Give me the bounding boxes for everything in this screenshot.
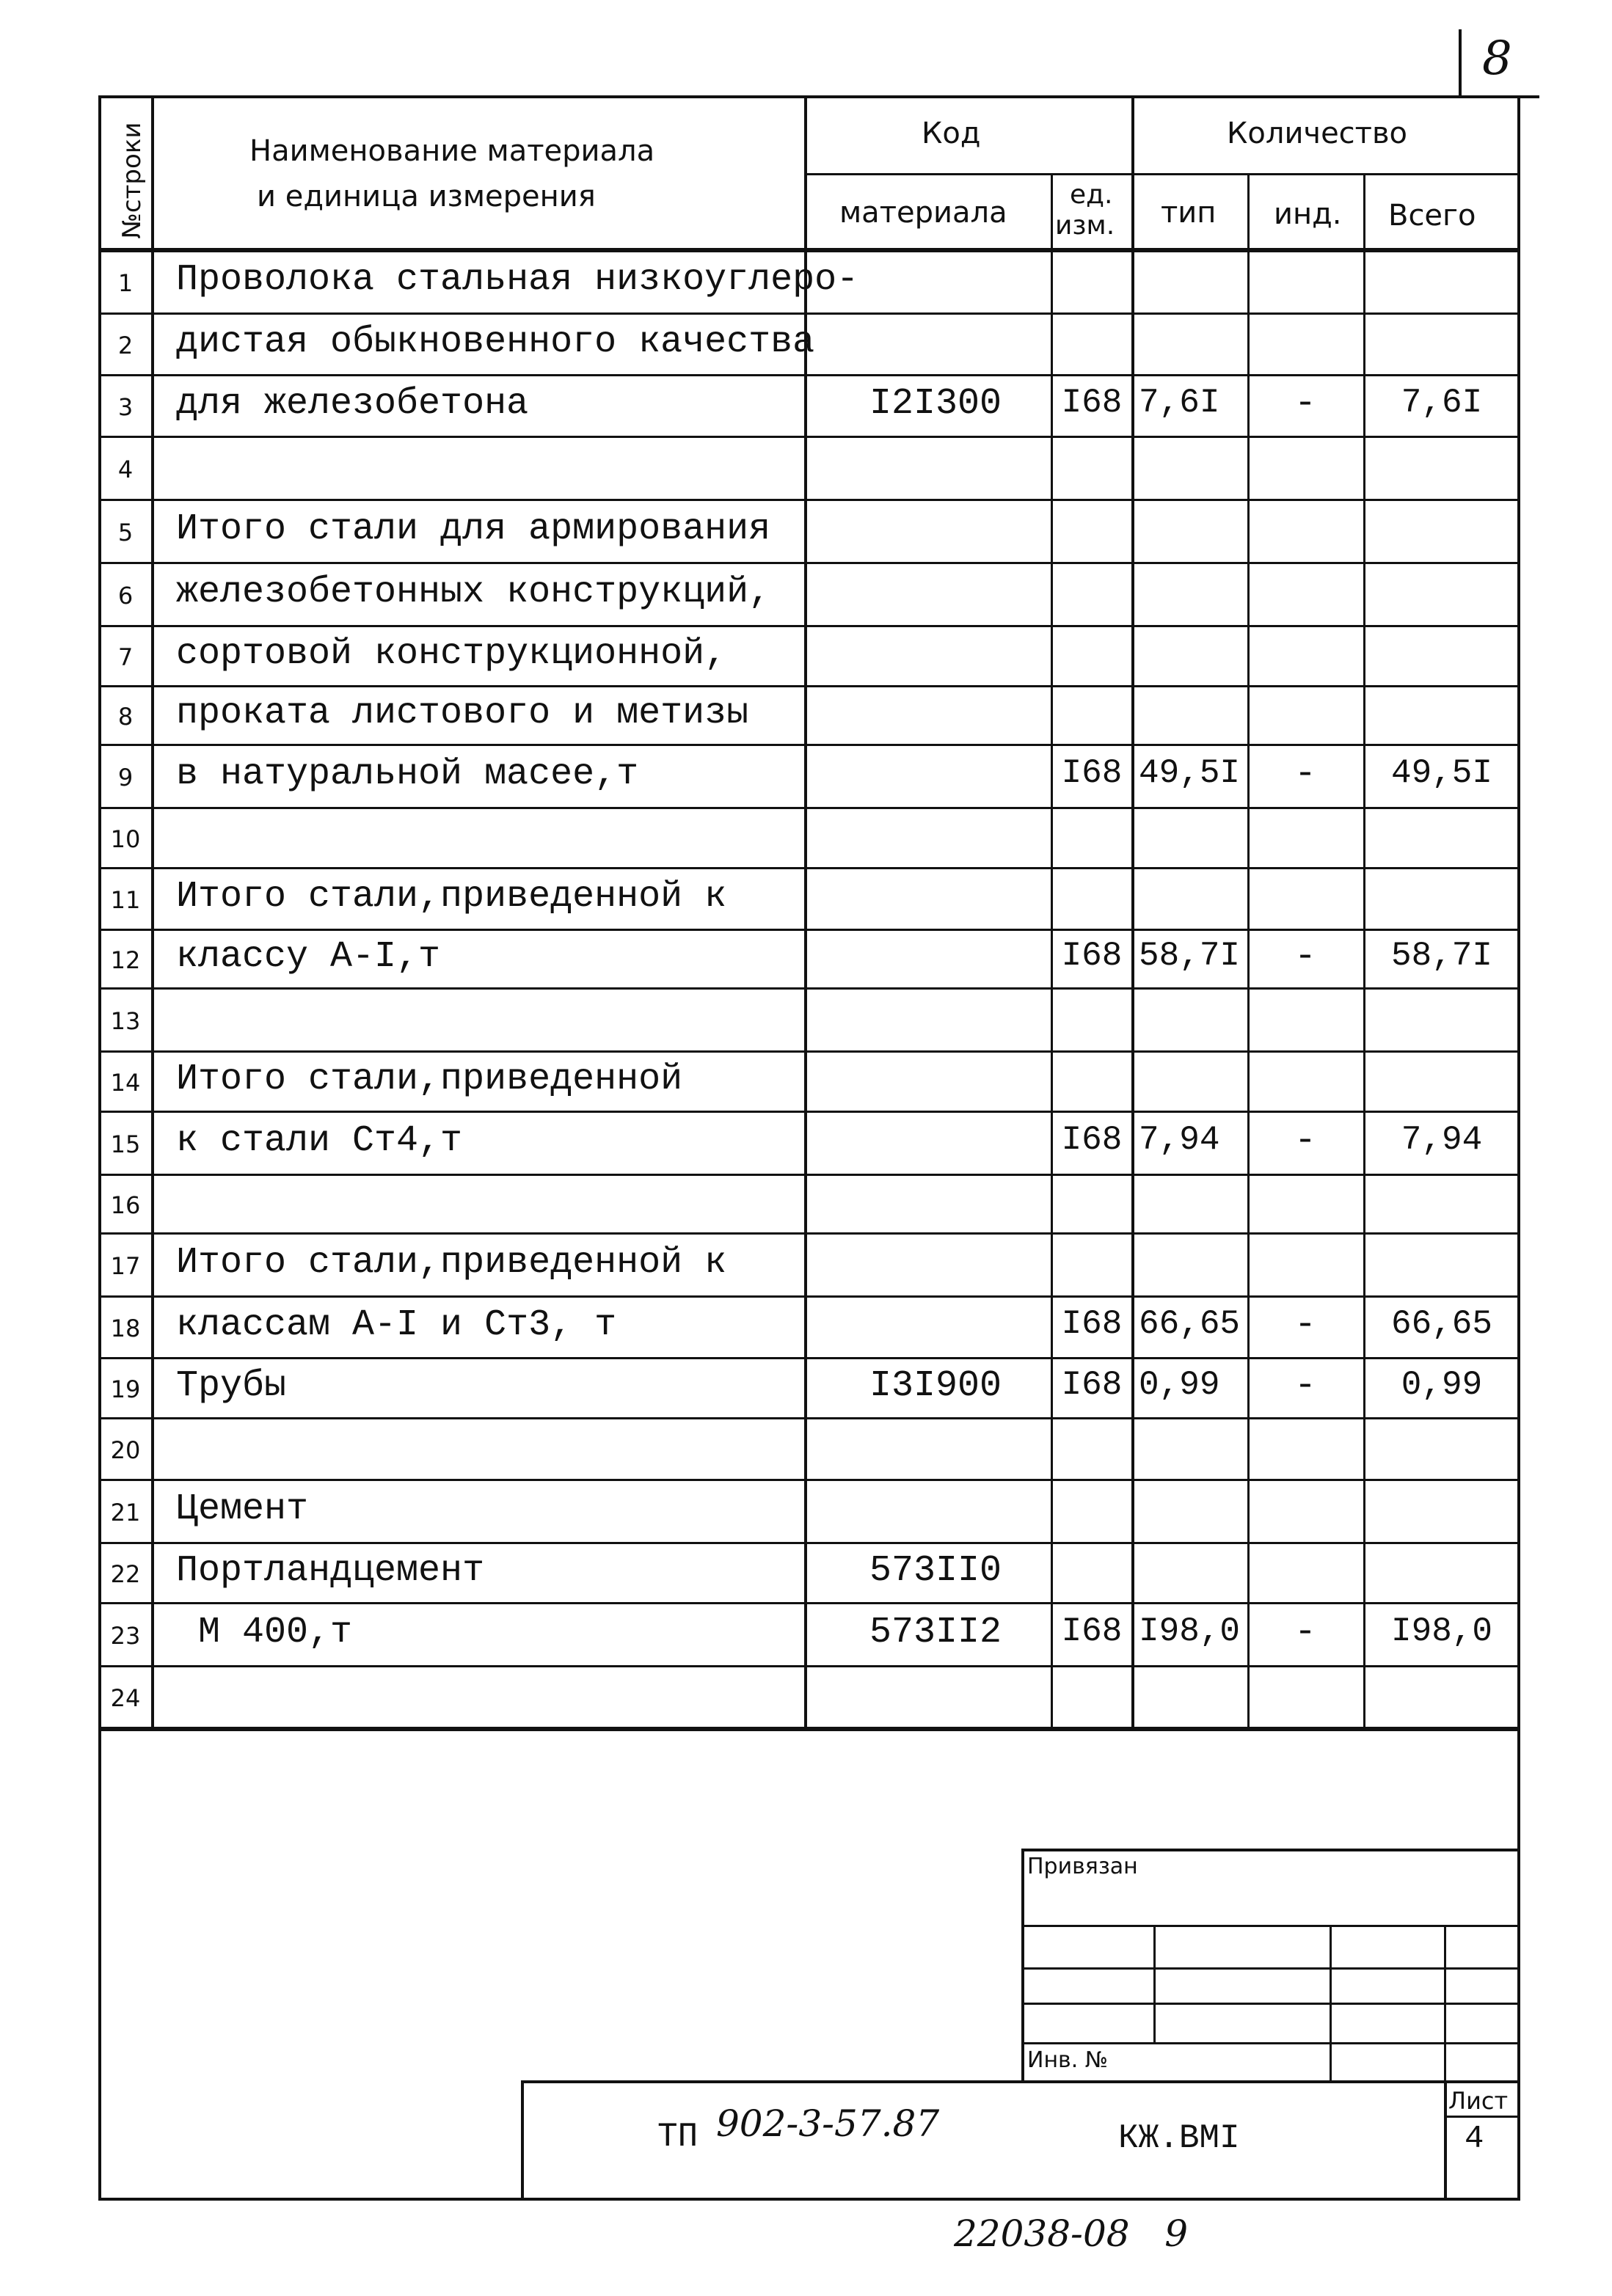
row-number: 20	[110, 1436, 141, 1464]
row-divider	[98, 987, 1520, 990]
row-number: 22	[110, 1560, 141, 1588]
row-name: Итого стали,приведенной к	[176, 1242, 727, 1284]
row-name: Итого стали,приведенной	[176, 1059, 683, 1100]
row-number: 6	[117, 582, 134, 610]
row-unit-code: I68	[1061, 1305, 1123, 1343]
row-name: Цемент	[176, 1488, 309, 1530]
row-divider	[98, 1050, 1520, 1053]
row-name: Трубы	[176, 1365, 287, 1407]
row-name: Итого стали,приведенной к	[176, 876, 727, 918]
row-number: 2	[117, 332, 134, 359]
table-top-border	[98, 95, 1520, 98]
header-bottom-border	[98, 248, 1520, 252]
row-number: 3	[117, 393, 134, 421]
stamp-bottom	[98, 2198, 1520, 2201]
bottom-stamp: 22038-08 9	[954, 2212, 1189, 2255]
row-qty-typ: 7,6I	[1139, 384, 1220, 422]
row-number: 16	[110, 1191, 141, 1219]
row-divider	[98, 625, 1520, 627]
row-name: Портландцемент	[176, 1550, 485, 1592]
row-qty-total: 7,6I	[1401, 384, 1483, 422]
row-unit-code: I68	[1061, 754, 1123, 792]
row-material-code: I2I300	[869, 383, 1002, 425]
row-number: 12	[110, 946, 141, 974]
row-unit-code: I68	[1061, 937, 1123, 975]
row-divider	[98, 1479, 1520, 1481]
header-qty-ind: инд.	[1274, 197, 1342, 231]
sheet-value: 4	[1465, 2121, 1484, 2157]
row-number: 13	[110, 1007, 141, 1035]
row-qty-typ: 49,5I	[1139, 754, 1241, 792]
row-number: 23	[110, 1622, 141, 1650]
row-qty-total: 66,65	[1390, 1305, 1493, 1343]
title-block-vline	[1444, 1925, 1446, 2083]
row-divider	[98, 867, 1520, 869]
row-divider	[98, 562, 1520, 564]
bound-label: Привязан	[1027, 1854, 1138, 1879]
row-number: 21	[110, 1499, 141, 1527]
row-name: классу А-I,т	[176, 936, 441, 978]
row-number: 19	[110, 1375, 141, 1403]
row-number: 9	[117, 764, 134, 791]
table-bottom-border	[98, 1727, 1520, 1731]
row-number: 17	[110, 1252, 141, 1280]
row-qty-ind: -	[1294, 1120, 1316, 1162]
row-unit-code: I68	[1061, 1121, 1123, 1159]
row-number: 5	[117, 519, 134, 546]
row-divider	[98, 1665, 1520, 1667]
stamp-left	[521, 2080, 524, 2201]
title-block-left	[1021, 1849, 1024, 2083]
row-qty-ind: -	[1294, 1304, 1316, 1346]
header-qty-total: Всего	[1388, 199, 1476, 233]
row-name: к стали Ст4,т	[176, 1120, 463, 1162]
row-unit-code: I68	[1061, 1366, 1123, 1404]
frame-right	[1517, 95, 1520, 2201]
header-qty-typ: тип	[1161, 196, 1217, 230]
row-qty-ind: -	[1294, 753, 1316, 795]
row-qty-total: 7,94	[1401, 1121, 1483, 1159]
row-qty-typ: 7,94	[1139, 1121, 1220, 1159]
stamp-top	[521, 2080, 1520, 2083]
row-qty-ind: -	[1294, 383, 1316, 425]
row-name: сортовой конструкционной,	[176, 633, 727, 675]
row-divider	[98, 744, 1520, 746]
row-number: 4	[117, 456, 134, 483]
header-code-material: материала	[839, 196, 1007, 230]
title-block-top	[1021, 1849, 1520, 1851]
row-qty-ind: -	[1294, 1612, 1316, 1653]
row-material-code: I3I900	[869, 1365, 1002, 1407]
row-divider	[98, 1602, 1520, 1604]
row-name: проката листового и метизы	[176, 692, 749, 734]
row-number: 11	[110, 886, 141, 914]
row-qty-total: 0,99	[1401, 1366, 1483, 1404]
sheet-cell-divider	[1444, 2116, 1520, 2118]
title-block-vline	[1330, 1925, 1332, 2083]
sheet-cell-left	[1444, 2080, 1447, 2201]
header-rownum: №строки	[117, 122, 147, 239]
row-divider	[98, 1542, 1520, 1544]
row-divider	[98, 1174, 1520, 1176]
row-divider	[98, 1295, 1520, 1298]
row-name: Проволока стальная низкоуглеро-	[176, 259, 859, 301]
row-divider	[98, 807, 1520, 809]
row-name: железобетонных конструкций,	[176, 571, 771, 613]
row-material-code: 573II2	[869, 1612, 1002, 1653]
row-divider	[98, 685, 1520, 687]
row-qty-typ: 58,7I	[1139, 937, 1241, 975]
header-name-line2: и единица измерения	[257, 180, 596, 213]
row-name: для железобетона	[176, 383, 529, 425]
page-number-divider	[1459, 29, 1462, 97]
project-prefix: ТП	[657, 2118, 699, 2156]
col-divider	[1363, 173, 1365, 1730]
row-number: 14	[110, 1069, 141, 1097]
inv-label: Инв. №	[1027, 2047, 1109, 2073]
row-name: классам А-I и Ст3, т	[176, 1304, 617, 1346]
row-number: 24	[110, 1684, 141, 1712]
row-divider	[98, 1232, 1520, 1235]
row-qty-total: I98,0	[1390, 1612, 1493, 1650]
row-qty-ind: -	[1294, 936, 1316, 978]
row-number: 18	[110, 1315, 141, 1342]
page-number: 8	[1482, 32, 1512, 86]
row-divider	[98, 1111, 1520, 1113]
header-quantity: Количество	[1227, 117, 1408, 150]
header-sub-divider	[804, 173, 1520, 175]
title-block-vline	[1153, 1925, 1156, 2042]
row-number: 7	[117, 643, 134, 671]
project-number: 902-3-57.87	[716, 2102, 940, 2145]
row-number: 8	[117, 703, 134, 731]
row-number: 15	[110, 1130, 141, 1158]
document-code: КЖ.ВМI	[1118, 2119, 1240, 2157]
row-qty-total: 58,7I	[1390, 937, 1493, 975]
row-divider	[98, 929, 1520, 931]
header-code-unit-2: изм.	[1055, 211, 1115, 241]
row-qty-typ: I98,0	[1139, 1612, 1241, 1650]
row-name: М 400,т	[176, 1612, 353, 1653]
row-number: 1	[117, 269, 134, 297]
row-unit-code: I68	[1061, 1612, 1123, 1650]
row-divider	[98, 374, 1520, 376]
row-divider	[98, 1417, 1520, 1419]
row-unit-code: I68	[1061, 384, 1123, 422]
row-divider	[98, 1357, 1520, 1359]
header-code: Код	[922, 117, 981, 150]
row-qty-typ: 66,65	[1139, 1305, 1241, 1343]
sheet-label: Лист	[1448, 2087, 1509, 2115]
row-name: Итого стали для армирования	[176, 508, 771, 550]
row-qty-typ: 0,99	[1139, 1366, 1220, 1404]
row-name: в натуральной масее,т	[176, 753, 639, 795]
row-qty-ind: -	[1294, 1365, 1316, 1407]
row-divider	[98, 312, 1520, 315]
row-name: дистая обыкновенного качества	[176, 321, 815, 363]
header-code-unit-1: ед.	[1070, 180, 1113, 210]
row-qty-total: 49,5I	[1390, 754, 1493, 792]
header-name-line1: Наименование материала	[249, 134, 655, 168]
col-divider	[1131, 95, 1134, 1730]
row-divider	[98, 499, 1520, 501]
row-divider	[98, 436, 1520, 438]
row-number: 10	[110, 825, 141, 853]
col-divider	[151, 95, 154, 1730]
row-material-code: 573II0	[869, 1550, 1002, 1592]
